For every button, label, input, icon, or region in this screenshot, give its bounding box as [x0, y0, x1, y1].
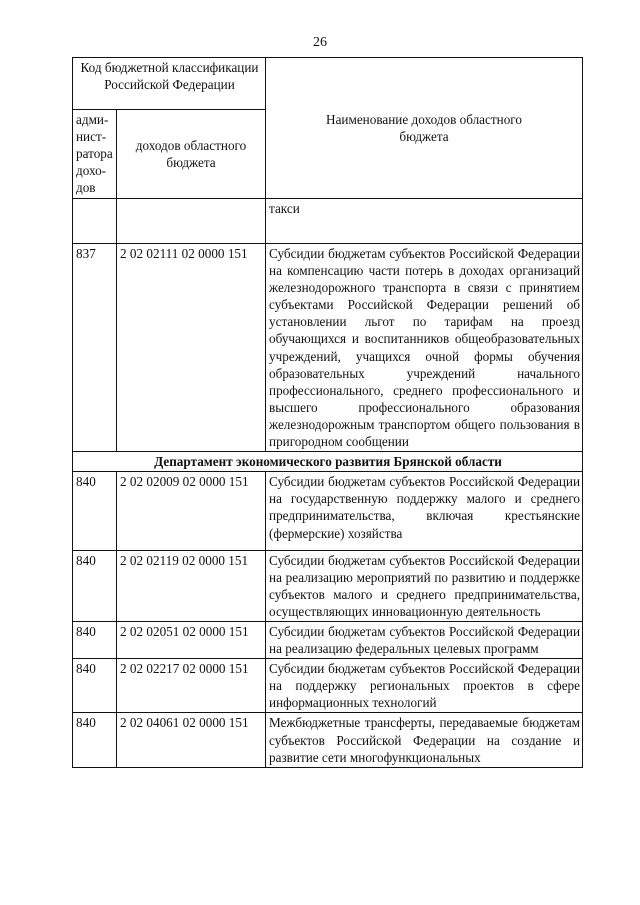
page-number: 26	[313, 35, 327, 50]
admin-code-cell	[73, 199, 117, 244]
revenue-name-cell: такси	[266, 199, 583, 244]
revenue-code-cell: 2 02 02051 02 0000 151	[117, 621, 266, 658]
admin-code-cell: 837	[73, 244, 117, 452]
revenue-code-cell: 2 02 02009 02 0000 151	[117, 472, 266, 550]
revenue-code-cell: 2 02 02217 02 0000 151	[117, 659, 266, 713]
admin-code-cell: 840	[73, 713, 117, 767]
revenue-name-cell: Субсидии бюджетам субъектов Российской Федерации на реализацию мероприятий по развитию и поддержке субъектов малого и среднего предпринимательства, осуществляющих инновационную деятельность	[266, 550, 583, 621]
admin-code-cell: 840	[73, 550, 117, 621]
revenue-name-cell: Субсидии бюджетам субъектов Российской Федерации на реализацию федеральных целевых программ	[266, 621, 583, 658]
table-row	[73, 472, 583, 550]
admin-code-cell: 840	[73, 621, 117, 658]
header-name-label: Наименование доходов областного бюджета	[266, 58, 583, 199]
table-row	[73, 659, 583, 713]
header-admin-label: адми-нист-ратора дохо-дов	[73, 110, 117, 199]
table-row	[73, 550, 583, 621]
table-row	[73, 713, 583, 767]
revenue-code-cell	[117, 199, 266, 244]
revenue-name-cell: Субсидии бюджетам субъектов Российской Федерации на поддержку региональных проектов в сфере информационных технологий	[266, 659, 583, 713]
revenue-code-cell: 2 02 02111 02 0000 151	[117, 244, 266, 452]
revenue-code-cell: 2 02 02119 02 0000 151	[117, 550, 266, 621]
revenue-name-cell: Субсидии бюджетам субъектов Российской Федерации на государственную поддержку малого и среднего предпринимательства, включая крестьянские (фермерские) хозяйства	[266, 472, 583, 550]
section-header-row	[73, 452, 583, 472]
admin-code-cell: 840	[73, 659, 117, 713]
admin-code-cell: 840	[73, 472, 117, 550]
section-title: Департамент экономического развития Брянской области	[73, 452, 583, 472]
revenue-code-cell: 2 02 04061 02 0000 151	[117, 713, 266, 767]
header-row-1	[73, 58, 583, 110]
budget-classification-table	[72, 57, 583, 768]
table-row	[73, 244, 583, 452]
table-row	[73, 621, 583, 658]
revenue-name-cell: Межбюджетные трансферты, передаваемые бюджетам субъектов Российской Федерации на создание и развитие сети многофункциональных	[266, 713, 583, 767]
header-revenue-label: доходов областного бюджета	[117, 110, 266, 199]
revenue-name-cell: Субсидии бюджетам субъектов Российской Федерации на компенсацию части потерь в доходах организаций железнодорожного транспорта в связи с принятием субъектами Российской Федерации решений об установлении льгот по тарифам на проезд обучающихся и воспитанников общеобразовательных учреждений, учащихся очной формы обучения образовательных учреждений начального профессионального, среднего профессионального и высшего профессионального образования железнодорожным транспортом общего пользования в пригородном сообщении	[266, 244, 583, 452]
header-group-label: Код бюджетной классификации Российской Федерации	[73, 58, 266, 110]
continuation-row	[73, 199, 583, 244]
